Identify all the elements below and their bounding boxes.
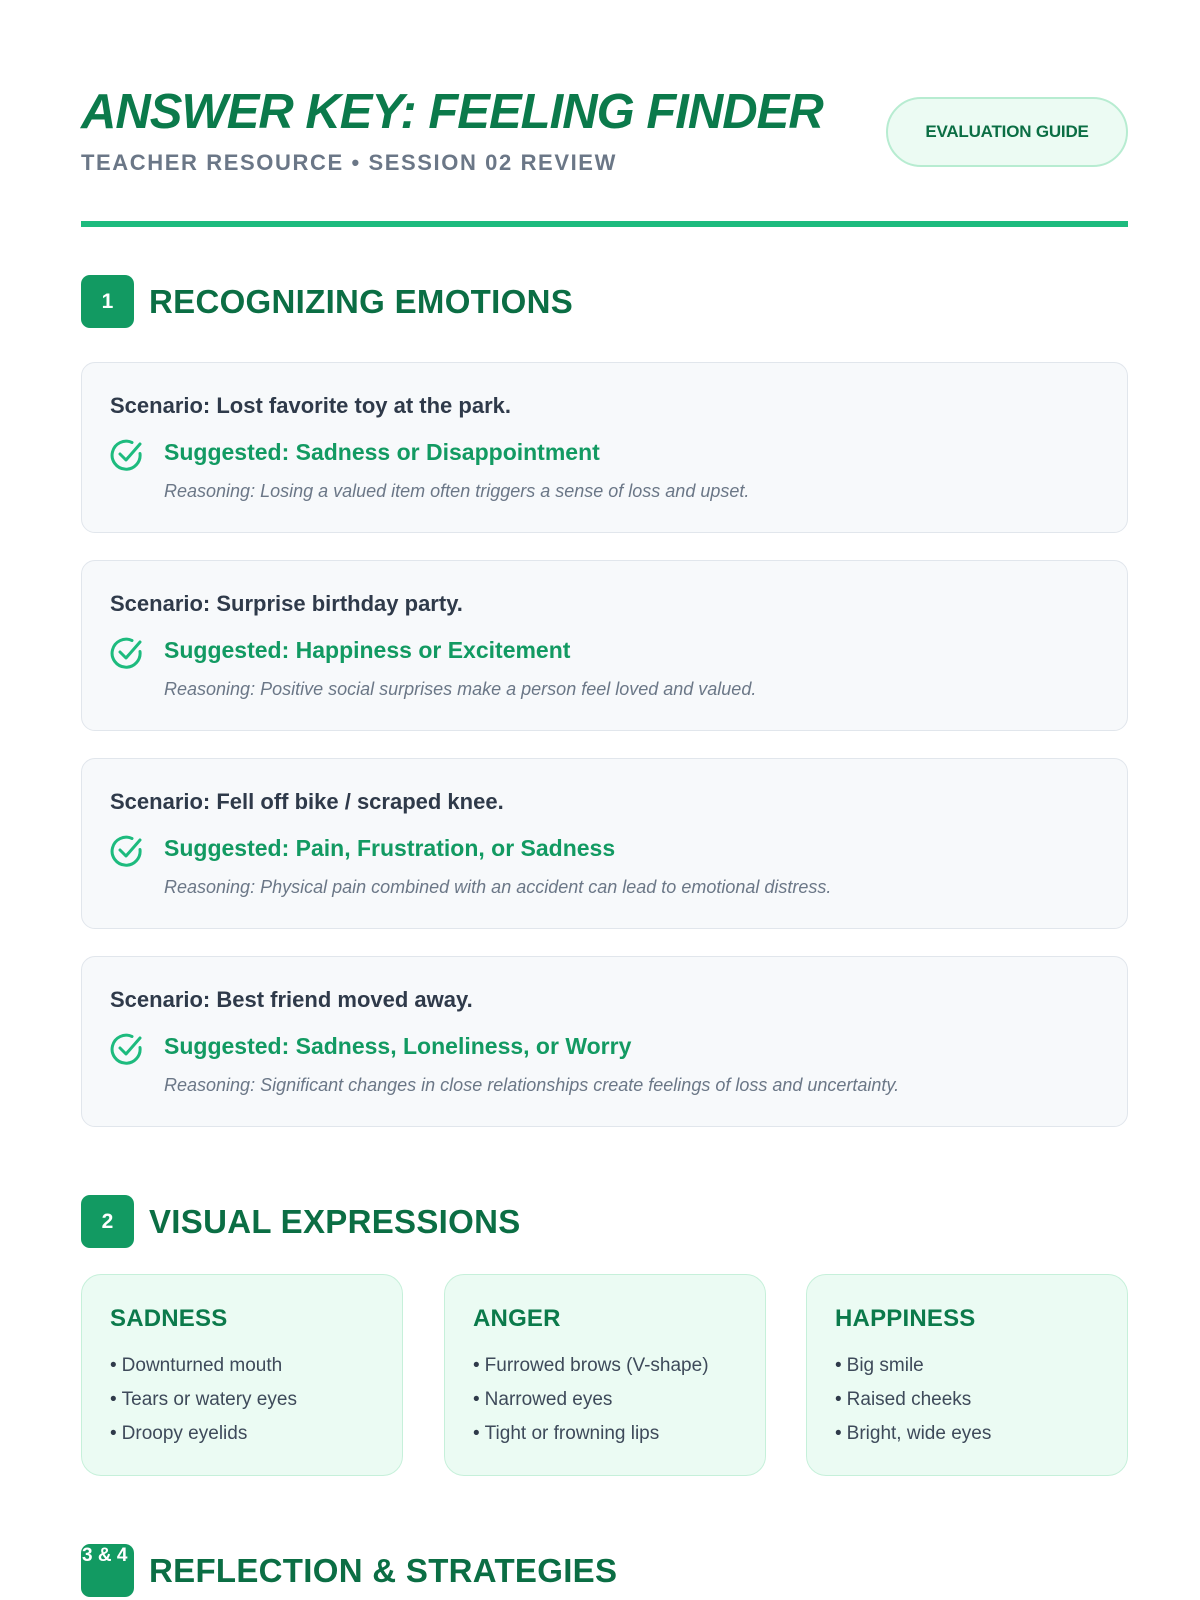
- evaluation-guide-badge: EVALUATION GUIDE: [886, 97, 1128, 167]
- expression-card-anger: [444, 1274, 766, 1476]
- list-item: • Furrowed brows (V-shape): [473, 1355, 709, 1389]
- list-item: • Droopy eyelids: [110, 1423, 297, 1457]
- scenario-text: Scenario: Surprise birthday party.: [110, 591, 463, 616]
- expression-card-happiness: [806, 1274, 1128, 1476]
- check-circle-icon: [110, 438, 144, 472]
- scenario-card: [81, 560, 1128, 731]
- section-number-badge: 1: [81, 275, 134, 328]
- reasoning-text: Reasoning: Significant changes in close relationships create feelings of loss and uncertainty.: [164, 1075, 900, 1095]
- scenario-text: Scenario: Lost favorite toy at the park.: [110, 393, 511, 418]
- scenario-text: Scenario: Fell off bike / scraped knee.: [110, 789, 504, 814]
- page-header: [81, 78, 1128, 228]
- page-title: ANSWER KEY: FEELING FINDER: [81, 85, 823, 139]
- reasoning-text: Reasoning: Losing a valued item often triggers a sense of loss and upset.: [164, 481, 750, 501]
- suggested-answer: Suggested: Sadness, Loneliness, or Worry: [164, 1033, 632, 1059]
- list-item: • Tight or frowning lips: [473, 1423, 709, 1457]
- check-circle-icon: [110, 636, 144, 670]
- list-item: • Narrowed eyes: [473, 1389, 709, 1423]
- expression-title: ANGER: [473, 1305, 561, 1332]
- suggested-answer: Suggested: Happiness or Excitement: [164, 637, 571, 663]
- expression-list: [110, 1355, 297, 1457]
- section-title: REFLECTION & STRATEGIES: [149, 1552, 618, 1589]
- expression-card-sadness: [81, 1274, 403, 1476]
- suggested-answer: Suggested: Sadness or Disappointment: [164, 439, 600, 465]
- expression-title: HAPPINESS: [835, 1305, 976, 1332]
- section-title: VISUAL EXPRESSIONS: [149, 1203, 521, 1240]
- page-subtitle: TEACHER RESOURCE • SESSION 02 REVIEW: [81, 150, 617, 175]
- list-item: • Raised cheeks: [835, 1389, 991, 1423]
- list-item: • Big smile: [835, 1355, 991, 1389]
- section-number-badge: 3 & 4: [81, 1544, 134, 1597]
- suggested-answer: Suggested: Pain, Frustration, or Sadness: [164, 835, 616, 861]
- scenario-card: [81, 758, 1128, 929]
- check-circle-icon: [110, 834, 144, 868]
- section-1-heading: [81, 275, 1128, 329]
- reasoning-text: Reasoning: Positive social surprises make a person feel loved and valued.: [164, 679, 757, 699]
- header-divider: [81, 221, 1128, 227]
- list-item: • Bright, wide eyes: [835, 1423, 991, 1457]
- section-number-badge: 2: [81, 1195, 134, 1248]
- section-2-heading: [81, 1195, 1128, 1249]
- section-3-4-heading: [81, 1544, 1128, 1598]
- scenario-card: [81, 362, 1128, 533]
- check-circle-icon: [110, 1032, 144, 1066]
- expression-title: SADNESS: [110, 1305, 228, 1332]
- section-title: RECOGNIZING EMOTIONS: [149, 283, 574, 320]
- expression-list: [835, 1355, 991, 1457]
- list-item: • Tears or watery eyes: [110, 1389, 297, 1423]
- scenario-card: [81, 956, 1128, 1127]
- scenario-text: Scenario: Best friend moved away.: [110, 987, 473, 1012]
- list-item: • Downturned mouth: [110, 1355, 297, 1389]
- expression-list: [473, 1355, 709, 1457]
- reasoning-text: Reasoning: Physical pain combined with an accident can lead to emotional distress.: [164, 877, 832, 897]
